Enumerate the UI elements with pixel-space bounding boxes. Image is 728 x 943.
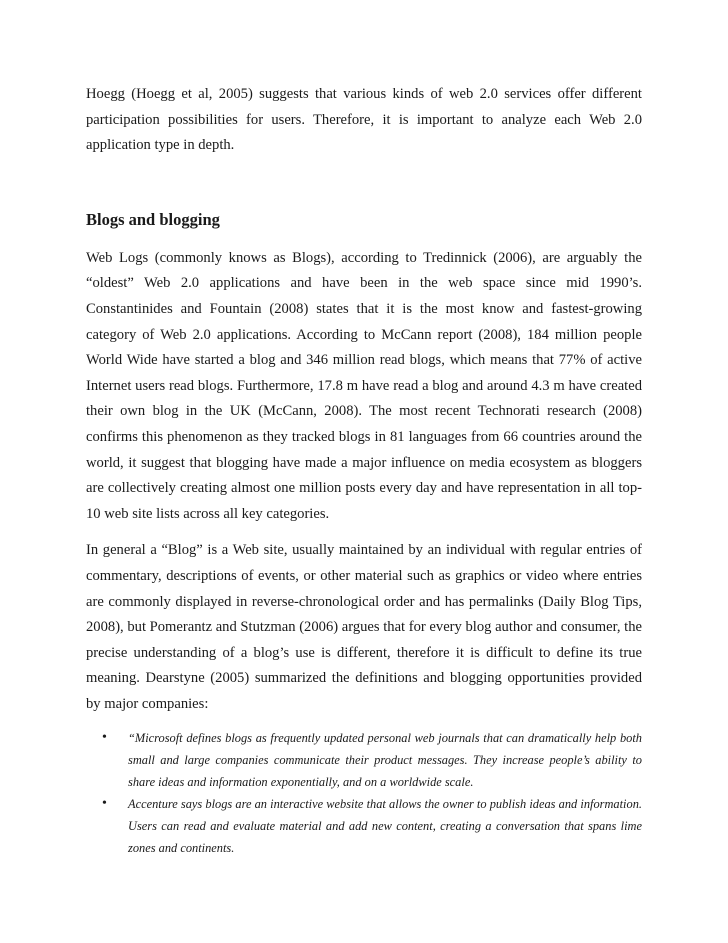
quote-text: Accenture says blogs are an interactive website that allows the owner to publish ideas and information. Users can read and evaluate material and add new content, creating a conversation that spans lime zones and continents.: [128, 797, 642, 856]
document-body: [86, 82, 642, 859]
bullet-icon: •: [102, 730, 107, 746]
list-item: [86, 793, 642, 859]
blogs-paragraph-2: In general a “Blog” is a Web site, usually maintained by an individual with regular entries of commentary, descriptions of events, or other material such as graphics or video where entries are commonly displayed in reverse-chronological order and has permalinks (Daily Blog Tips, 2008), but Pomerantz and Stutzman (2006) argues that for every blog author and consumer, the precise understanding of a blog’s use is different, therefore it is difficult to define its true meaning. Dearstyne (2005) summarized the definitions and blogging opportunities provided by major companies:: [86, 542, 642, 712]
company-quotes-list: [86, 727, 642, 859]
blogs-paragraph-1: Web Logs (commonly knows as Blogs), according to Tredinnick (2006), are arguably the “oldest” Web 2.0 applications and have been in the web space since mid 1990’s. Constantinides and Fountain (2008) states that it is the most know and fastest-growing category of Web 2.0 applications. According to McCann report (2008), 184 million people World Wide have started a blog and 346 million read blogs, which means that 77% of active Internet users read blogs. Furthermore, 17.8 m have read a blog and around 4.3 m have created their own blog in the UK (McCann, 2008). The most recent Technorati research (2008) confirms this phenomenon as they tracked blogs in 81 languages from 66 countries around the world, it suggest that blogging have made a major influence on media ecosystem as bloggers are collectively creating almost one million posts every day and have representation in all top-10 web site lists across all key categories.: [86, 249, 642, 522]
intro-paragraph: Hoegg (Hoegg et al, 2005) suggests that various kinds of web 2.0 services offer different participation possibilities for users. Therefore, it is important to analyze each Web 2.0 application type in depth.: [86, 86, 642, 154]
section-heading: Blogs and blogging: [86, 209, 220, 229]
list-item: [86, 727, 642, 793]
quote-text: “Microsoft defines blogs as frequently updated personal web journals that can dramatically help both small and large companies communicate their product messages. They increase people’s ability to share ideas and information exponentially, and on a worldwide scale.: [128, 731, 642, 790]
bullet-icon: •: [102, 796, 107, 812]
